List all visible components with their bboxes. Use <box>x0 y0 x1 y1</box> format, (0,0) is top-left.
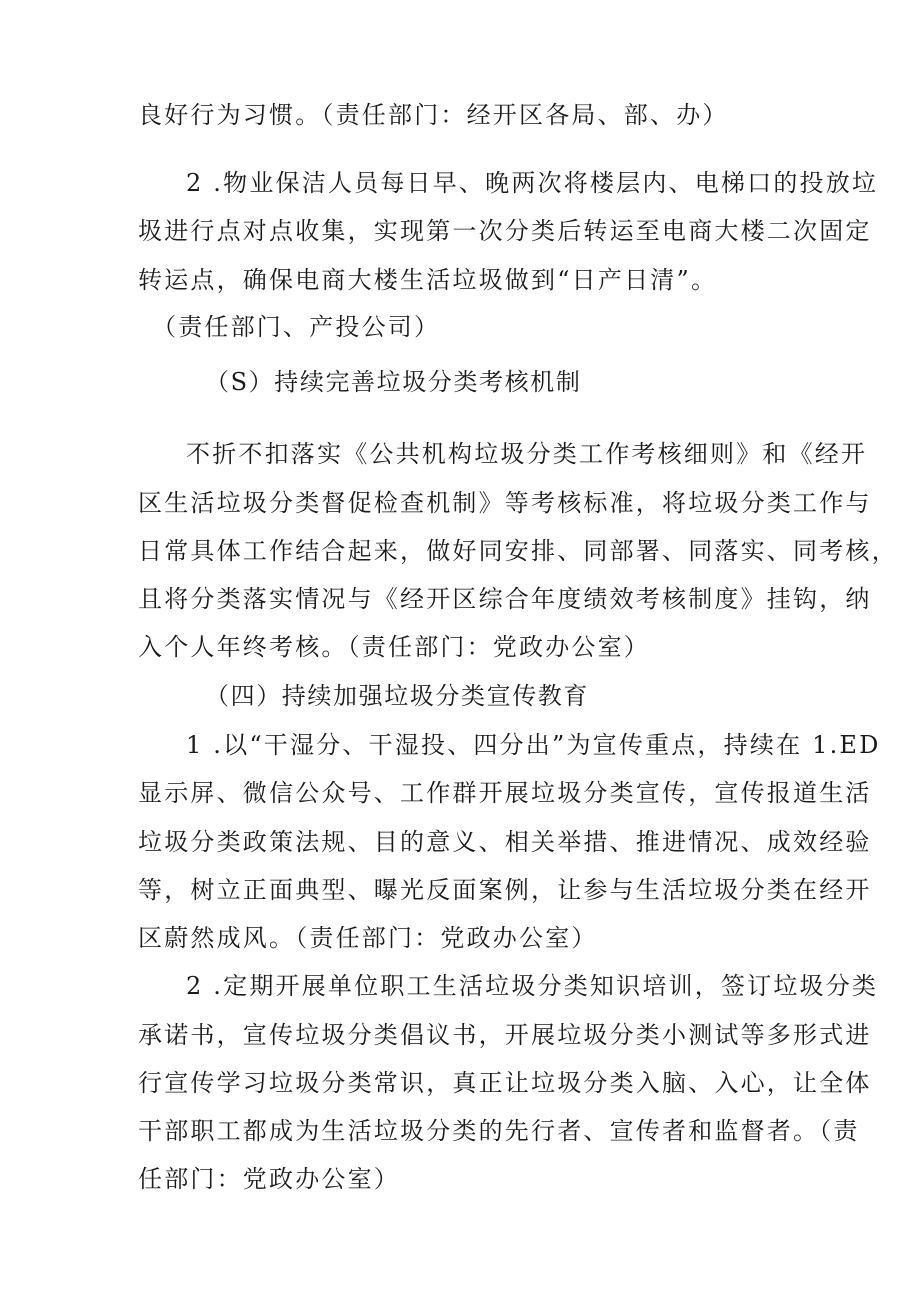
paragraph-line: 入个人年终考核。（责任部门：党政办公室） <box>138 633 650 661</box>
paragraph-line: 区蔚然成风。（责任部门：党政办公室） <box>138 924 598 952</box>
paragraph-line: 区生活垃圾分类督促检查机制》等考核标准，将垃圾分类工作与 <box>138 489 872 517</box>
paragraph-line: 且将分类落实情况与《经开区综合年度绩效考核制度》挂钩，纳 <box>138 585 872 613</box>
paragraph-line: 任部门：党政办公室） <box>138 1165 400 1193</box>
paragraph-line: 承诺书，宣传垃圾分类倡议书，开展垃圾分类小测试等多形式进 <box>138 1021 872 1049</box>
section-heading: （S）持续完善垃圾分类考核机制 <box>205 368 582 396</box>
paragraph-line: （责任部门、产投公司） <box>152 313 441 341</box>
paragraph-line: 2 .定期开展单位职工生活垃圾分类知识培训，签订垃圾分类 <box>186 972 879 1000</box>
paragraph-line: 日常具体工作结合起来，做好同安排、同部署、同落实、同考核， <box>138 537 898 565</box>
paragraph-line: 2 .物业保洁人员每日早、晚两次将楼层内、电梯口的投放垃 <box>186 169 879 197</box>
paragraph-line: 干部职工都成为生活垃圾分类的先行者、宣传者和监督者。（责 <box>138 1117 860 1145</box>
paragraph-line: 垃圾分类政策法规、目的意义、相关举措、推进情况、成效经验 <box>138 828 872 856</box>
paragraph-line: 转运点，确保电商大楼生活垃圾做到“日产日清”。 <box>138 266 718 294</box>
paragraph-line: 行宣传学习垃圾分类常识，真正让垃圾分类入脑、入心，让全体 <box>138 1069 872 1097</box>
paragraph-line: 显示屏、微信公众号、工作群开展垃圾分类宣传，宣传报道生活 <box>138 779 872 807</box>
section-heading: （四）持续加强垃圾分类宣传教育 <box>205 682 589 710</box>
paragraph-line: 良好行为习惯。（责任部门：经开区各局、部、办） <box>138 101 729 129</box>
paragraph-line: 圾进行点对点收集，实现第一次分类后转运至电商大楼二次固定 <box>138 217 872 245</box>
paragraph-line: 等，树立正面典型、曝光反面案例，让参与生活垃圾分类在经开 <box>138 876 872 904</box>
paragraph-line: 不折不扣落实《公共机构垃圾分类工作考核细则》和《经开 <box>186 440 868 468</box>
paragraph-line: 1 .以“干湿分、干湿投、四分出”为宣传重点，持续在 1.ED <box>186 731 881 759</box>
